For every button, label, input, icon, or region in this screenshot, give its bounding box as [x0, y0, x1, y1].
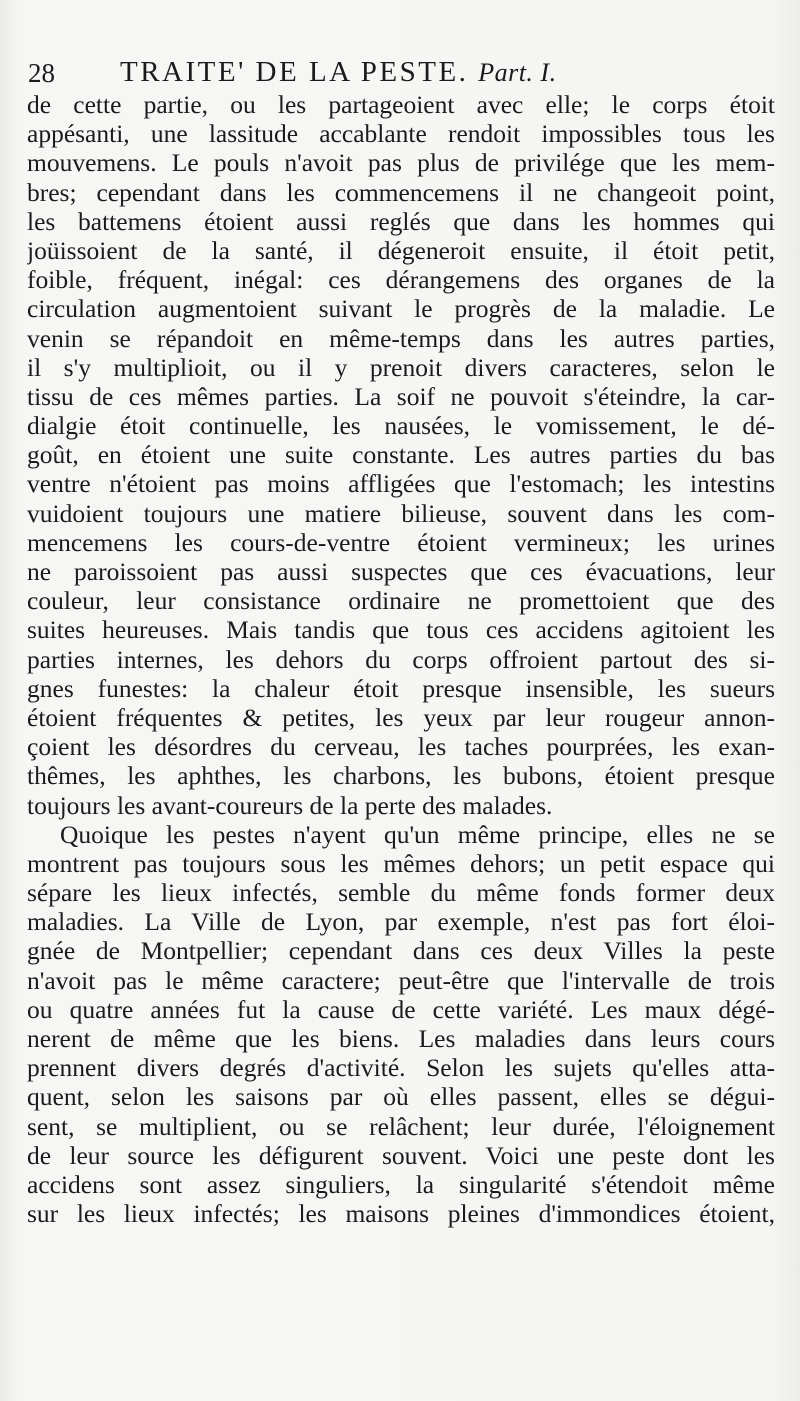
running-title-part: Part. I.	[478, 58, 557, 87]
text-line: dialgie étoit continuelle, les nausées, le vomissement, le dé-	[27, 411, 775, 441]
text-line: mencemens les cours-de-ventre étoient vermineux; les urines	[27, 527, 775, 557]
text-line: il s'y multiplioit, ou il y prenoit divers caracteres, selon le	[27, 352, 775, 382]
text-line: appésanti, une lassitude accablante rendoit impossibles tous les	[27, 119, 775, 149]
text-line: tissu de ces mêmes parties. La soif ne pouvoit s'éteindre, la car-	[27, 381, 775, 411]
text-line: quent, selon les saisons par où elles passent, elles se dégui-	[27, 1082, 775, 1112]
text-line: de cette partie, ou les partageoient avec elle; le corps étoit	[27, 90, 775, 119]
text-line: goût, en étoient une suite constante. Les autres parties du bas	[27, 440, 775, 470]
text-line: montrent pas toujours sous les mêmes dehors; un petit espace qui	[27, 848, 775, 878]
text-line: mouvemens. Le pouls n'avoit pas plus de privilége que les mem-	[27, 148, 775, 178]
running-title	[120, 56, 557, 89]
text-line: couleur, leur consistance ordinaire ne promettoient que des	[27, 586, 775, 616]
text-line: circulation augmentoient suivant le progrès de la maladie. Le	[27, 294, 775, 324]
text-line: ventre n'étoient pas moins affligées que l'estomach; les intestins	[27, 469, 775, 499]
paragraph	[27, 820, 775, 1229]
text-line: étoient fréquentes & petites, les yeux par leur rougeur annon-	[27, 702, 775, 732]
text-line: toujours les avant-coureurs de la perte des malades.	[27, 790, 553, 820]
text-line: ne paroissoient pas aussi suspectes que ces évacuations, leur	[27, 557, 775, 586]
running-title-text: TRAITE' DE LA PESTE.	[120, 56, 469, 88]
text-line: sur les lieux infectés; les maisons pleines d'immondices étoient,	[27, 1199, 775, 1229]
text-line: prennent divers degrés d'activité. Selon les sujets qu'elles atta-	[27, 1053, 775, 1083]
text-line: accidens sont assez singuliers, la singularité s'étendoit même	[27, 1169, 775, 1199]
page-number: 28	[28, 58, 55, 88]
text-line: joüissoient de la santé, il dégeneroit ensuite, il étoit petit,	[27, 235, 775, 265]
text-line: les battemens étoient aussi reglés que dans les hommes qui	[27, 206, 775, 236]
text-line: gnes funestes: la chaleur étoit presque insensible, les sueurs	[27, 673, 775, 703]
text-line: Quoique les pestes n'ayent qu'un même principe, elles ne se	[60, 819, 775, 849]
text-line: foible, fréquent, inégal: ces dérangemens des organes de la	[27, 265, 775, 295]
page-header	[28, 52, 768, 92]
text-line: de leur source les défigurent souvent. Voici une peste dont les	[27, 1140, 775, 1170]
text-line: sent, se multiplient, ou se relâchent; leur durée, l'éloignement	[27, 1111, 775, 1141]
text-line: bres; cependant dans les commencemens il ne changeoit point,	[27, 177, 775, 207]
text-line: gnée de Montpellier; cependant dans ces deux Villes la peste	[27, 936, 775, 966]
text-line: vuidoient toujours une matiere bilieuse, souvent dans les com-	[27, 498, 775, 528]
text-line: çoient les désordres du cerveau, les taches pourprées, les exan-	[27, 732, 775, 762]
text-line: venin se répandoit en même-temps dans les autres parties,	[27, 323, 775, 353]
text-line: n'avoit pas le même caractere; peut-être que l'intervalle de trois	[27, 965, 775, 995]
text-line: suites heureuses. Mais tandis que tous ces accidens agitoient les	[27, 615, 775, 645]
text-line: nerent de même que les biens. Les maladies dans leurs cours	[27, 1024, 775, 1053]
text-line: sépare les lieux infectés, semble du même fonds former deux	[27, 878, 775, 908]
body-text	[27, 90, 775, 1228]
text-line: ou quatre années fut la cause de cette variété. Les maux dégé-	[27, 994, 775, 1024]
paragraph	[27, 90, 775, 820]
text-line: thêmes, les aphthes, les charbons, les bubons, étoient presque	[27, 761, 775, 791]
text-line: maladies. La Ville de Lyon, par exemple, n'est pas fort éloi-	[27, 907, 775, 937]
text-line: parties internes, les dehors du corps offroient partout des si-	[27, 644, 775, 674]
